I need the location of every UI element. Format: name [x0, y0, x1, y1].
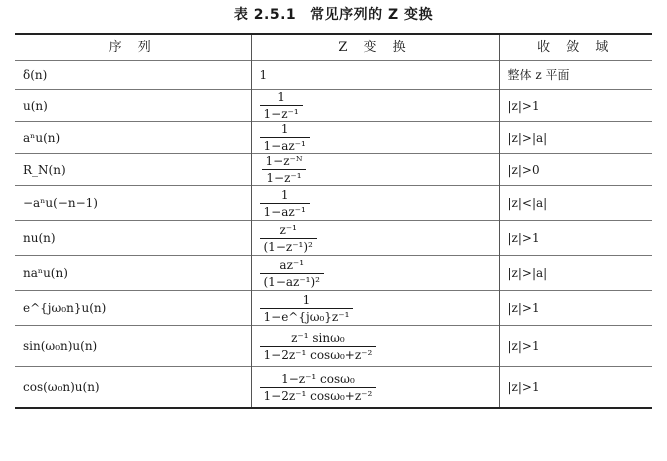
roc-cell: |z|>1: [499, 221, 652, 256]
z-transform-cell: [251, 61, 499, 90]
header-roc: 收 敛 域: [499, 34, 652, 61]
table-row: [15, 61, 652, 90]
numerator: 1−z⁻¹ cosω₀: [281, 371, 355, 386]
sequence-cell: δ(n): [15, 61, 251, 90]
z-transform-cell: [251, 326, 499, 367]
sequence-cell: sin(ω₀n)u(n): [15, 326, 251, 367]
numerator: az⁻¹: [279, 257, 305, 272]
numerator: 1: [280, 187, 289, 202]
sequence-cell: nu(n): [15, 221, 251, 256]
numerator: 1: [280, 122, 289, 136]
numerator: z⁻¹: [279, 222, 297, 237]
z-transform-cell: [251, 291, 499, 326]
sequence-cell: aⁿu(n): [15, 122, 251, 154]
roc-cell: |z|>1: [499, 367, 652, 409]
fraction: [260, 189, 310, 218]
fraction: [260, 294, 354, 323]
sequence-cell: naⁿu(n): [15, 256, 251, 291]
fraction: [260, 332, 377, 361]
roc-cell: |z|>1: [499, 90, 652, 122]
table-row: [15, 256, 652, 291]
sequence-cell: e^{jω₀n}u(n): [15, 291, 251, 326]
denominator: 1−2z⁻¹ cosω₀+z⁻²: [260, 346, 377, 361]
z-transform-cell: [251, 90, 499, 122]
table-row: [15, 122, 652, 154]
denominator: 1−z⁻¹: [262, 169, 305, 184]
z-transform-cell: [251, 186, 499, 221]
z-transform-cell: [251, 256, 499, 291]
table-row: [15, 90, 652, 122]
fraction: [260, 259, 324, 288]
fraction: [260, 155, 309, 184]
caption-number: 表 2.5.1: [233, 7, 297, 23]
roc-cell: |z|>0: [499, 154, 652, 186]
caption-text: 常见序列的 Z 变换: [310, 7, 434, 23]
numerator: z⁻¹ sinω₀: [291, 330, 345, 345]
z-transform-cell: [251, 122, 499, 154]
roc-cell: |z|>1: [499, 326, 652, 367]
denominator: 1−az⁻¹: [260, 137, 310, 152]
z-transform-value: 1: [259, 68, 268, 82]
roc-cell: 整体 z 平面: [499, 61, 652, 90]
roc-cell: |z|>|a|: [499, 256, 652, 291]
table-row: [15, 186, 652, 221]
denominator: 1−2z⁻¹ cosω₀+z⁻²: [260, 387, 377, 402]
roc-cell: |z|<|a|: [499, 186, 652, 221]
z-transform-cell: [251, 367, 499, 409]
denominator: (1−z⁻¹)²: [260, 238, 317, 253]
z-transform-cell: [251, 221, 499, 256]
table-row: [15, 221, 652, 256]
denominator: 1−e^{jω₀}z⁻¹: [260, 308, 354, 323]
table-row: [15, 326, 652, 367]
roc-cell: |z|>1: [499, 291, 652, 326]
numerator: 1−z⁻ᴺ: [265, 154, 303, 168]
table-caption: [0, 4, 667, 24]
fraction: [260, 123, 310, 152]
fraction: [260, 91, 303, 120]
sequence-cell: −aⁿu(−n−1): [15, 186, 251, 221]
header-z-transform: Z 变 换: [251, 34, 499, 61]
z-transform-table: [15, 33, 652, 409]
sequence-cell: cos(ω₀n)u(n): [15, 367, 251, 409]
sequence-cell: R_N(n): [15, 154, 251, 186]
denominator: 1−z⁻¹: [260, 105, 303, 120]
header-row: [15, 34, 652, 61]
numerator: 1: [302, 292, 311, 307]
table-row: [15, 367, 652, 409]
header-sequence: 序 列: [15, 34, 251, 61]
numerator: 1: [277, 90, 285, 104]
denominator: (1−az⁻¹)²: [260, 273, 324, 288]
sequence-cell: u(n): [15, 90, 251, 122]
fraction: [260, 373, 377, 402]
roc-cell: |z|>|a|: [499, 122, 652, 154]
table-row: [15, 291, 652, 326]
table-row: [15, 154, 652, 186]
z-transform-cell: [251, 154, 499, 186]
denominator: 1−az⁻¹: [260, 203, 310, 218]
fraction: [260, 224, 317, 253]
